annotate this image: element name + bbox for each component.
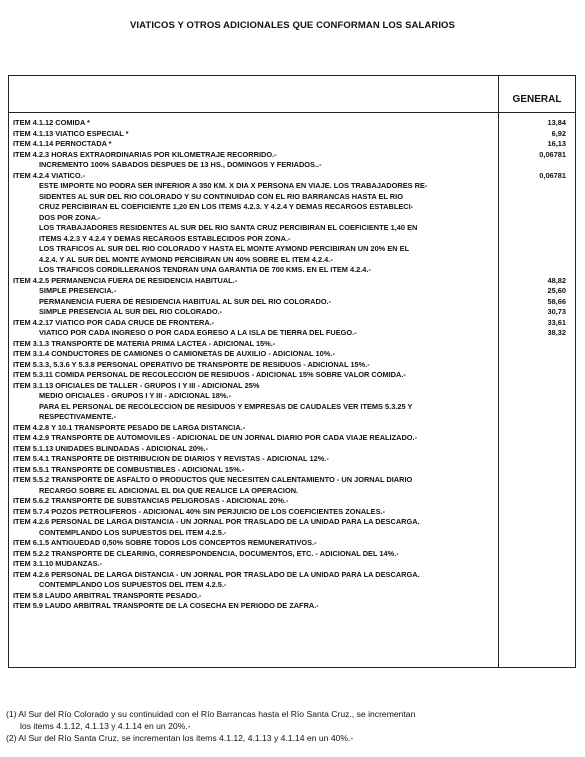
table-row [8, 391, 576, 402]
row-value: 0,06781 [539, 170, 566, 180]
table-row [8, 423, 576, 434]
row-description: ITEM 6.1.5 ANTIGUEDAD 0,50% SOBRE TODOS LOS CONCEPTOS REMUNERATIVOS.- [13, 538, 317, 547]
row-description: LOS TRAFICOS CORDILLERANOS TENDRAN UNA GARANTIA DE 700 KMS. EN EL ITEM 4.2.4.- [39, 265, 371, 274]
table-row [8, 255, 576, 266]
row-description: CONTEMPLANDO LOS SUPUESTOS DEL ITEM 4.2.5.- [39, 580, 227, 589]
row-description: ITEM 3.1.3 TRANSPORTE DE MATERIA PRIMA LACTEA - ADICIONAL 15%.- [13, 338, 276, 348]
row-description: ITEM 5.3.11 COMIDA PERSONAL DE RECOLECCION DE RESIDUOS - ADICIONAL 15% SOBRE VALOR COMIDA.- [13, 370, 406, 379]
row-description: ITEM 5.5.1 TRANSPORTE DE COMBUSTIBLES - ADICIONAL 15%.- [13, 464, 245, 474]
row-value: 48,82 [547, 275, 566, 285]
column-header-general: GENERAL [512, 94, 562, 105]
table-row [8, 234, 576, 245]
row-description: SIMPLE PRESENCIA AL SUR DEL RIO COLORADO.- [39, 307, 223, 316]
table-row [8, 150, 576, 161]
row-description: SIDENTES AL SUR DEL RIO COLORADO Y SU CONTINUIDAD CON EL RIO BARRANCAS HASTA EL RIO [39, 191, 403, 201]
row-description: RESPECTIVAMENTE.- [39, 412, 117, 421]
row-value: 38,32 [547, 328, 566, 337]
row-description: ITEM 4.1.12 COMIDA * [13, 118, 90, 127]
row-value: 30,73 [547, 307, 566, 316]
row-value: 0,06781 [539, 149, 566, 159]
row-description: ITEM 4.1.13 VIATICO ESPECIAL * [13, 128, 129, 138]
table-row [8, 486, 576, 497]
table-row [8, 601, 576, 612]
row-value: 33,61 [547, 317, 566, 327]
table-row [8, 286, 576, 297]
table-row [8, 181, 576, 192]
footnotes [6, 708, 581, 744]
table-row [8, 139, 576, 150]
table-row [8, 171, 576, 182]
row-description: 4.2.4. Y AL SUR DEL MONTE AYMOND PERCIBIRAN UN 40% SOBRE EL ITEM 4.2.4.- [39, 254, 333, 264]
table-row [8, 328, 576, 339]
table-row [8, 591, 576, 602]
row-description: ESTE IMPORTE NO PODRA SER INFERIOR A 350 KM. X DIA X PERSONA EN VIAJE. LOS TRABAJADORES RE- [39, 181, 428, 190]
table-row [8, 402, 576, 413]
footnote-1-line-1: (1) Al Sur del Río Colorado y su continuidad con el Río Barrancas hasta el Río Santa Cruz., se incrementan [6, 709, 416, 719]
table-row [8, 160, 576, 171]
table-row [8, 465, 576, 476]
row-description: RECARGO SOBRE EL ADICIONAL EL DIA QUE REALICE LA OPERACION. [39, 485, 299, 495]
table-row [8, 412, 576, 423]
table-row [8, 570, 576, 581]
row-description: ITEM 4.1.14 PERNOCTADA * [13, 139, 112, 148]
table-row [8, 580, 576, 591]
row-description: ITEMS 4.2.3 Y 4.2.4 Y DEMAS RECARGOS ESTABLECIDOS POR ZONA.- [39, 233, 291, 243]
table-row [8, 339, 576, 350]
row-description: ITEM 5.1.13 UNIDADES BLINDADAS - ADICIONAL 20%.- [13, 443, 209, 453]
row-description: CONTEMPLANDO LOS SUPUESTOS DEL ITEM 4.2.5.- [39, 527, 227, 537]
table-row [8, 370, 576, 381]
table-row [8, 202, 576, 213]
table-row [8, 496, 576, 507]
table-row [8, 475, 576, 486]
row-description: PERMANENCIA FUERA DE RESIDENCIA HABITUAL AL SUR DEL RIO COLORADO.- [39, 296, 332, 306]
table-row [8, 559, 576, 570]
footnote-2: (2) Al Sur del Río Santa Cruz, se incrementan los items 4.1.12, 4.1.13 y 4.1.14 en un 40%.- [6, 733, 354, 743]
row-value: 13,84 [547, 118, 566, 127]
row-description: ITEM 4.2.9 TRANSPORTE DE AUTOMOVILES - ADICIONAL DE UN JORNAL DIARIO POR CADA VIAJE REALIZADO.- [13, 433, 418, 442]
table-row [8, 129, 576, 140]
table-row [8, 507, 576, 518]
row-description: ITEM 5.3.3, 5.3.6 Y 5.3.8 PERSONAL OPERATIVO DE TRANSPORTE DE RESIDUOS - ADICIONAL 15%.- [13, 359, 370, 369]
row-description: DOS POR ZONA.- [39, 212, 101, 222]
row-description: ITEM 5.4.1 TRANSPORTE DE DISTRIBUCION DE DIARIOS Y REVISTAS - ADICIONAL 12%.- [13, 454, 329, 463]
row-description: ITEM 5.5.2 TRANSPORTE DE ASFALTO O PRODUCTOS QUE NECESITEN CALENTAMIENTO - UN JORNAL DIARIO [13, 475, 413, 484]
table-row [8, 244, 576, 255]
table-row [8, 433, 576, 444]
row-value: 58,66 [547, 296, 566, 306]
table-row [8, 223, 576, 234]
table-row [8, 538, 576, 549]
row-description: INCREMENTO 100% SABADOS DESPUES DE 13 HS., DOMINGOS Y FERIADOS..- [39, 160, 322, 169]
table-row [8, 517, 576, 528]
row-description: ITEM 4.2.6 PERSONAL DE LARGA DISTANCIA - UN JORNAL POR TRASLADO DE LA UNIDAD PARA LA DESCARGA. [13, 569, 420, 579]
table-row [8, 381, 576, 392]
row-description: MEDIO OFICIALES - GRUPOS I Y III - ADICIONAL 18%.- [39, 391, 231, 400]
table-row [8, 192, 576, 203]
header-divider [9, 112, 575, 113]
table-row [8, 307, 576, 318]
table-row [8, 454, 576, 465]
table-row [8, 265, 576, 276]
row-description: PARA EL PERSONAL DE RECOLECCION DE RESIDUOS Y EMPRESAS DE CAUDALES VER ITEMS 5.3.25 Y [39, 401, 413, 411]
row-description: ITEM 4.2.8 Y 10.1 TRANSPORTE PESADO DE LARGA DISTANCIA.- [13, 422, 246, 432]
page-title: VIATICOS Y OTROS ADICIONALES QUE CONFORMAN LOS SALARIOS [129, 20, 455, 31]
table-row [8, 297, 576, 308]
row-description: ITEM 5.2.2 TRANSPORTE DE CLEARING, CORRESPONDENCIA, DOCUMENTOS, ETC. - ADICIONAL DEL 14%.- [13, 548, 399, 558]
row-description: CRUZ PERCIBIRAN EL COEFICIENTE 1,20 EN LOS ITEMS 4.2.3. Y 4.2.4 Y DEMAS RECARGOS ESTABLECI- [39, 202, 414, 211]
row-description: ITEM 3.1.10 MUDANZAS.- [13, 559, 103, 568]
row-description: ITEM 3.1.13 OFICIALES DE TALLER - GRUPOS I Y III - ADICIONAL 25% [13, 380, 260, 390]
row-description: ITEM 4.2.5 PERMANENCIA FUERA DE RESIDENCIA HABITUAL.- [13, 275, 238, 285]
row-value: 16,13 [547, 139, 566, 148]
table-row [8, 276, 576, 287]
row-description: ITEM 4.2.6 PERSONAL DE LARGA DISTANCIA - UN JORNAL POR TRASLADO DE LA UNIDAD PARA LA DESCARGA. [13, 517, 420, 526]
table-row [8, 213, 576, 224]
row-value: 25,60 [547, 286, 566, 295]
row-description: ITEM 4.2.3 HORAS EXTRAORDINARIAS POR KILOMETRAJE RECORRIDO.- [13, 149, 277, 159]
table-row [8, 444, 576, 455]
table-row [8, 549, 576, 560]
table-body [8, 118, 576, 612]
row-description: LOS TRABAJADORES RESIDENTES AL SUR DEL RIO SANTA CRUZ PERCIBIRAN EL COEFICIENTE 1,40 EN [39, 223, 418, 232]
row-description: LOS TRAFICOS AL SUR DEL RIO COLORADO Y HASTA EL MONTE AYMOND PERCIBIRAN UN 20% EN EL [39, 244, 410, 253]
table-row [8, 360, 576, 371]
row-description: ITEM 3.1.4 CONDUCTORES DE CAMIONES O CAMIONETAS DE AUXILIO - ADICIONAL 10%.- [13, 349, 335, 358]
footnote-1-line-2: los items 4.1.12, 4.1.13 y 4.1.14 en un 20%.- [20, 721, 191, 731]
table-row [8, 349, 576, 360]
row-description: SIMPLE PRESENCIA.- [39, 286, 117, 295]
row-description: ITEM 4.2.17 VIATICO POR CADA CRUCE DE FRONTERA.- [13, 317, 215, 327]
table-row [8, 118, 576, 129]
table-row [8, 528, 576, 539]
table-row [8, 318, 576, 329]
row-description: ITEM 5.7.4 POZOS PETROLIFEROS - ADICIONAL 40% SIN PERJUICIO DE LOS COEFICIENTES ZONALES.- [13, 506, 386, 516]
row-description: ITEM 5.9 LAUDO ARBITRAL TRANSPORTE DE LA COSECHA EN PERIODO DE ZAFRA.- [13, 601, 319, 610]
row-value: 6,92 [551, 128, 566, 138]
row-description: ITEM 4.2.4 VIATICO.- [13, 170, 86, 180]
row-description: ITEM 5.8 LAUDO ARBITRAL TRANSPORTE PESADO.- [13, 590, 202, 600]
row-description: VIATICO POR CADA INGRESO O POR CADA EGRESO A LA ISLA DE TIERRA DEL FUEGO.- [39, 328, 357, 337]
row-description: ITEM 5.6.2 TRANSPORTE DE SUBSTANCIAS PELIGROSAS - ADICIONAL 20%.- [13, 496, 289, 505]
